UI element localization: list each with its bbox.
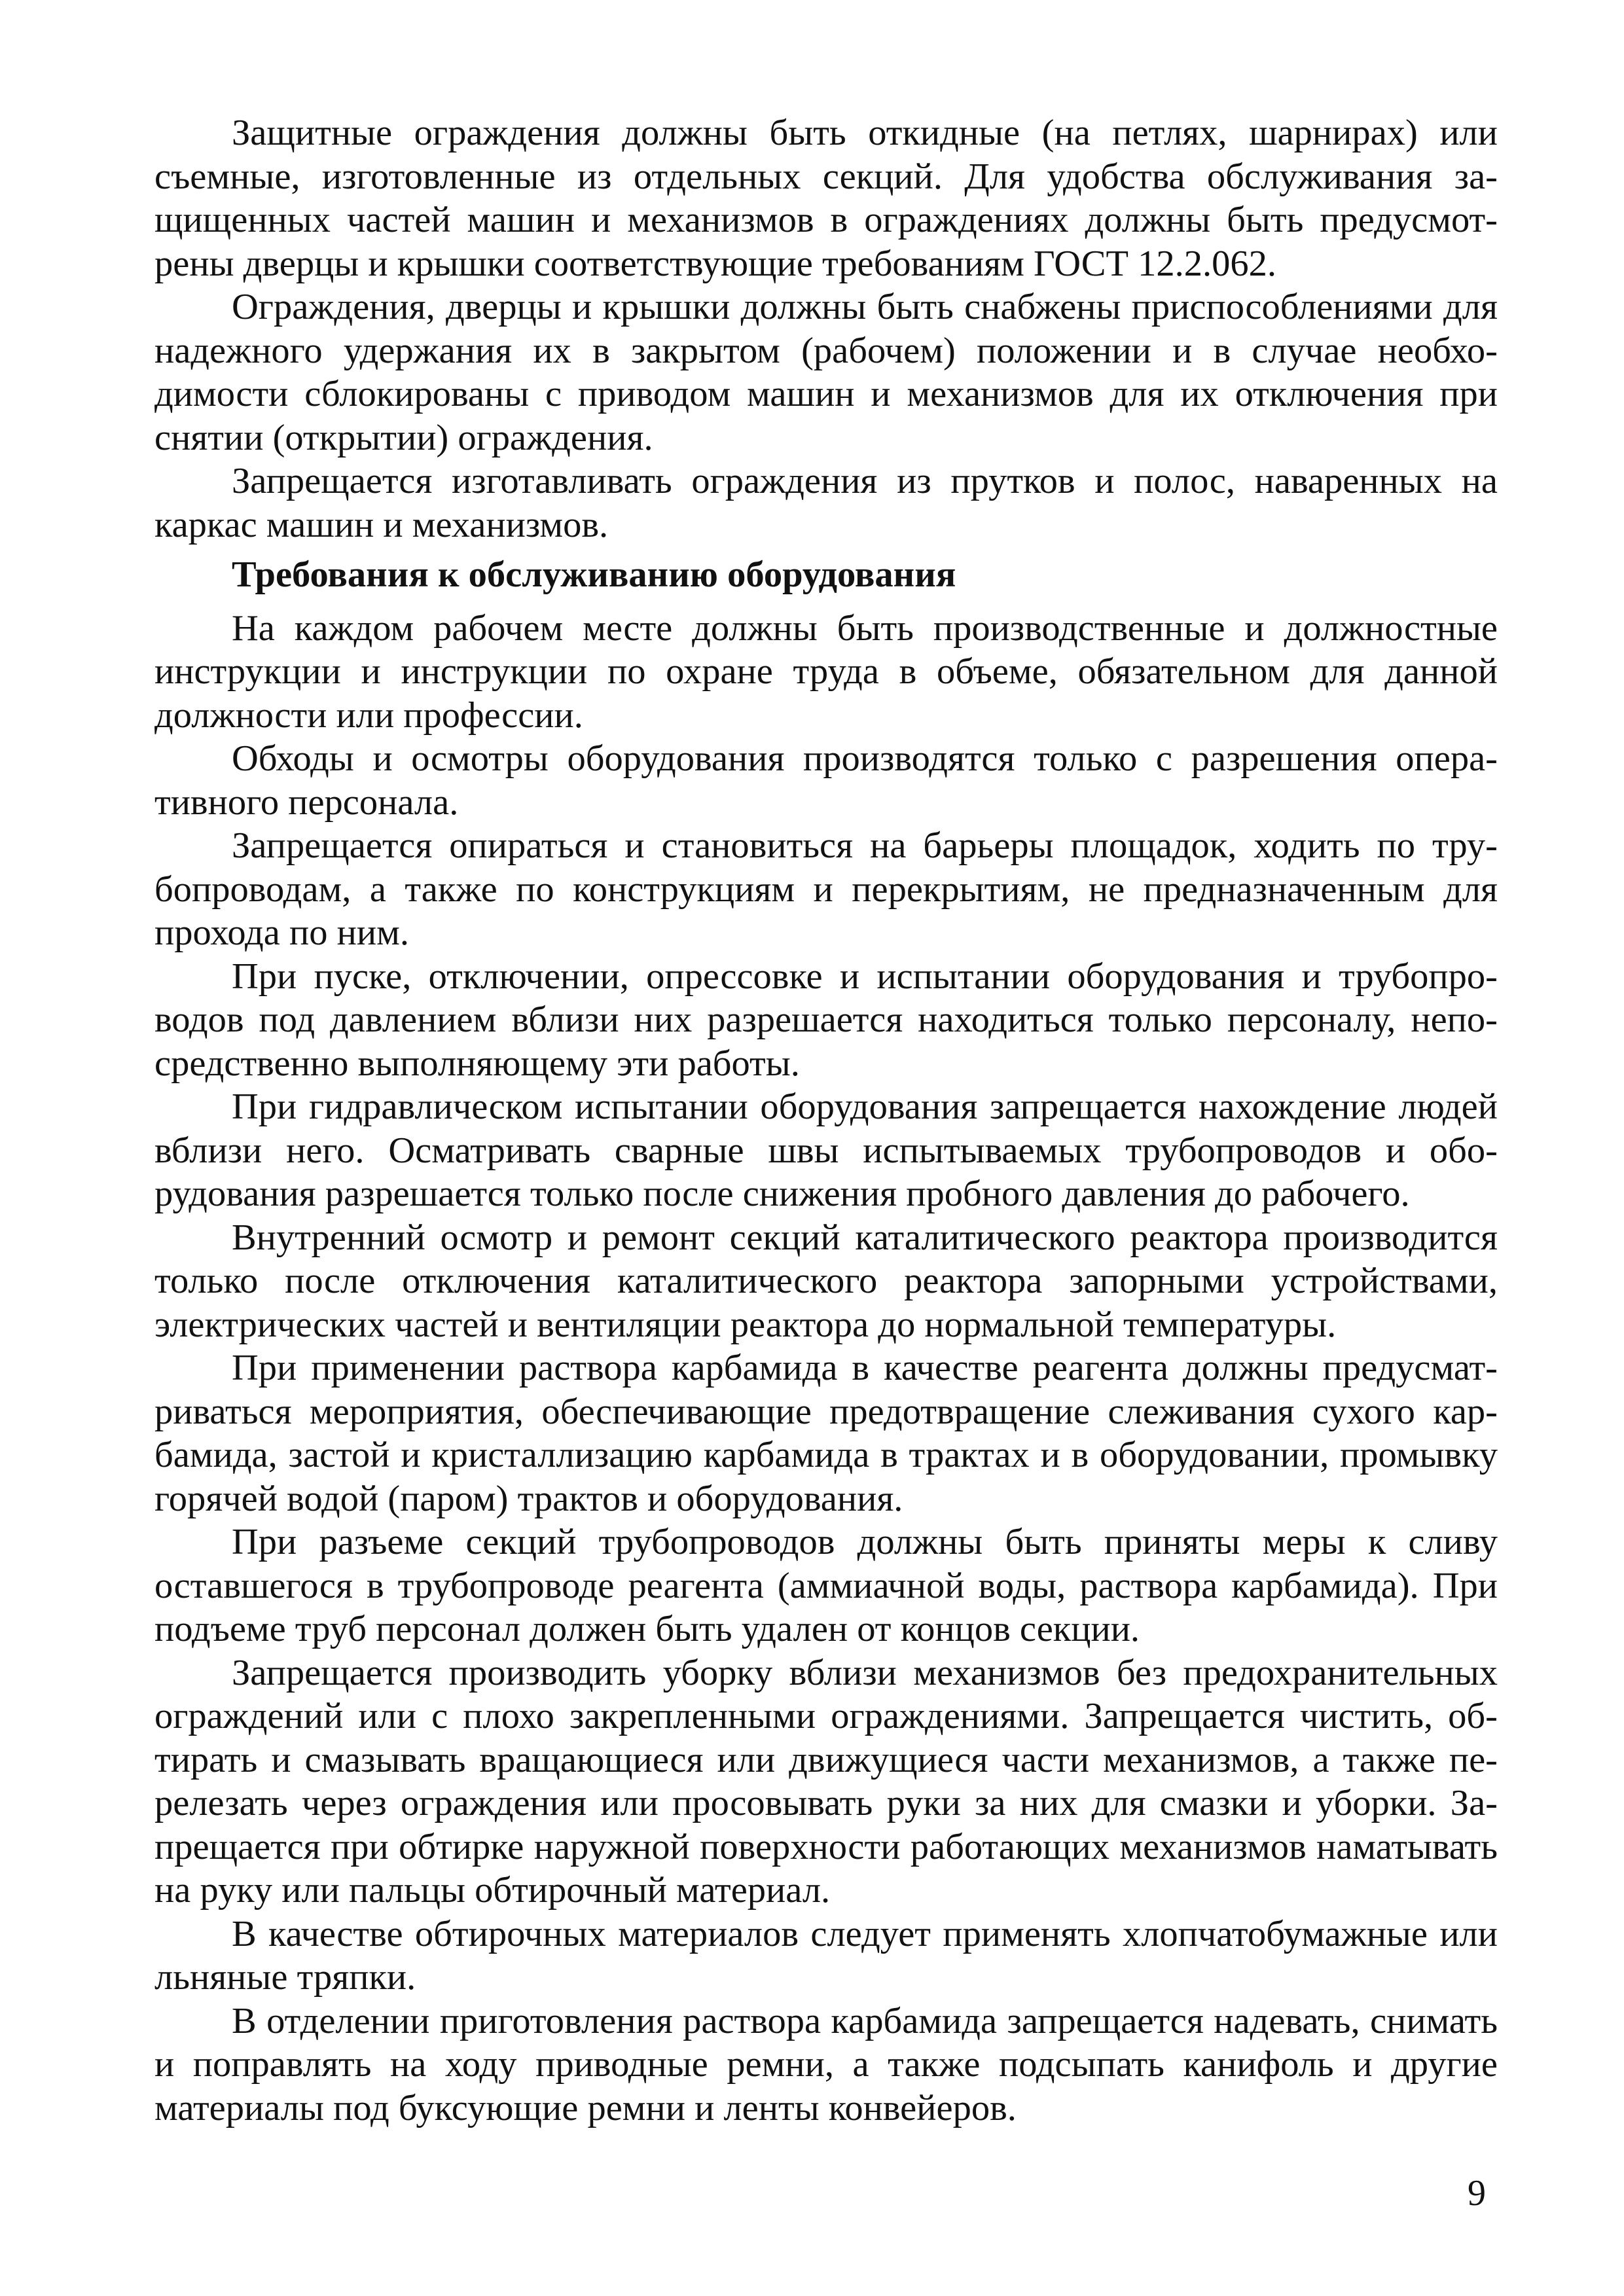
paragraph-workplace-instructions: На каждом рабочем месте должны быть производственные и должностные инструкции и инструкции по охране труда в объеме, обязательном для данной должности или профессии. bbox=[154, 607, 1498, 736]
paragraph-inspections: Обходы и осмотры оборудования производятся только с разрешения оперативного персонала. bbox=[154, 738, 1498, 823]
paragraph-hydraulic-testing: При гидравлическом испытании оборудования запрещается нахождение людей вблизи него. Осматривать сварные швы испытываемых трубопроводов и оборудования разрешается только после снижения пробного давления до рабочего. bbox=[154, 1086, 1498, 1214]
paragraph-urea-solution: При применении раствора карбамида в качестве реагента должны предусматриваться мероприятия, обеспечивающие предотвращение слеживания сухого карбамида, застой и кристаллизацию карбамида в трактах и в оборудовании, промывку горячей водой (паром) трактов и оборудования. bbox=[154, 1348, 1498, 1519]
paragraph-reactor-inspection: Внутренний осмотр и ремонт секций каталитического реактора производится только после отключения каталитического реактора запорными устройствами, электрических частей и вентиляции реактора до нормальной температуры. bbox=[154, 1217, 1498, 1345]
section-heading: Требования к обслуживанию оборудования bbox=[232, 554, 956, 595]
paragraph-pressure-testing: При пуске, отключении, опрессовке и испытании оборудования и трубопроводов под давлением вблизи них разрешается находиться только персоналу, непосредственно выполняющему эти работы. bbox=[154, 956, 1498, 1084]
paragraph-pipeline-disconnect: При разъеме секций трубопроводов должны быть приняты меры к сливу оставшегося в трубопроводе реагента (аммиачной воды, раствора карбамида). При подъеме труб персонал должен быть удален от концов секции. bbox=[154, 1522, 1498, 1649]
paragraph-drive-belts: В отделении приготовления раствора карбамида запрещается надевать, снимать и поправлять на ходу приводные ремни, а также подсыпать канифоль и другие материалы под буксующие ремни и ленты конвейеров. bbox=[154, 2000, 1498, 2128]
page-number: 9 bbox=[1468, 2173, 1486, 2214]
paragraph-cleaning-mechanisms: Запрещается производить уборку вблизи механизмов без предохранительных ограждений или с плохо закрепленными ограждениями. Запрещается чистить, обтирать и смазывать вращающиеся или движущиеся части механизмов, а также перелезать через ограждения или просовывать руки за них для смазки и уборки. Запрещается при обтирке наружной поверхности работающих механизмов наматывать на руку или пальцы обтирочный материал. bbox=[154, 1652, 1498, 1910]
paragraph-guards-welded-prohibited: Запрещается изготавливать ограждения из прутков и полос, наваренных на каркас машин и механизмов. bbox=[154, 461, 1498, 545]
paragraph-wiping-materials: В качестве обтирочных материалов следует применять хлопчатобумажные или льняные тряпки. bbox=[154, 1913, 1498, 1998]
paragraph-guards-locking: Ограждения, дверцы и крышки должны быть снабжены приспособлениями для надежного удержания их в закрытом (рабочем) положении и в случае необходимости сблокированы с приводом машин и механизмов для их отключения при снятии (открытии) ограждения. bbox=[154, 287, 1498, 458]
paragraph-guards-removable: Защитные ограждения должны быть откидные (на петлях, шарнирах) или съемные, изготовленные из отдельных секций. Для удобства обслуживания защищенных частей машин и механизмов в ограждениях должны быть предусмотрены дверцы и крышки соответствующие требованиям ГОСТ 12.2.062. bbox=[154, 113, 1498, 284]
page-body bbox=[154, 111, 1498, 2130]
paragraph-barriers-prohibited: Запрещается опираться и становиться на барьеры площадок, ходить по трубопроводам, а также по конструкциям и перекрытиям, не предназначенным для прохода по ним. bbox=[154, 825, 1498, 953]
